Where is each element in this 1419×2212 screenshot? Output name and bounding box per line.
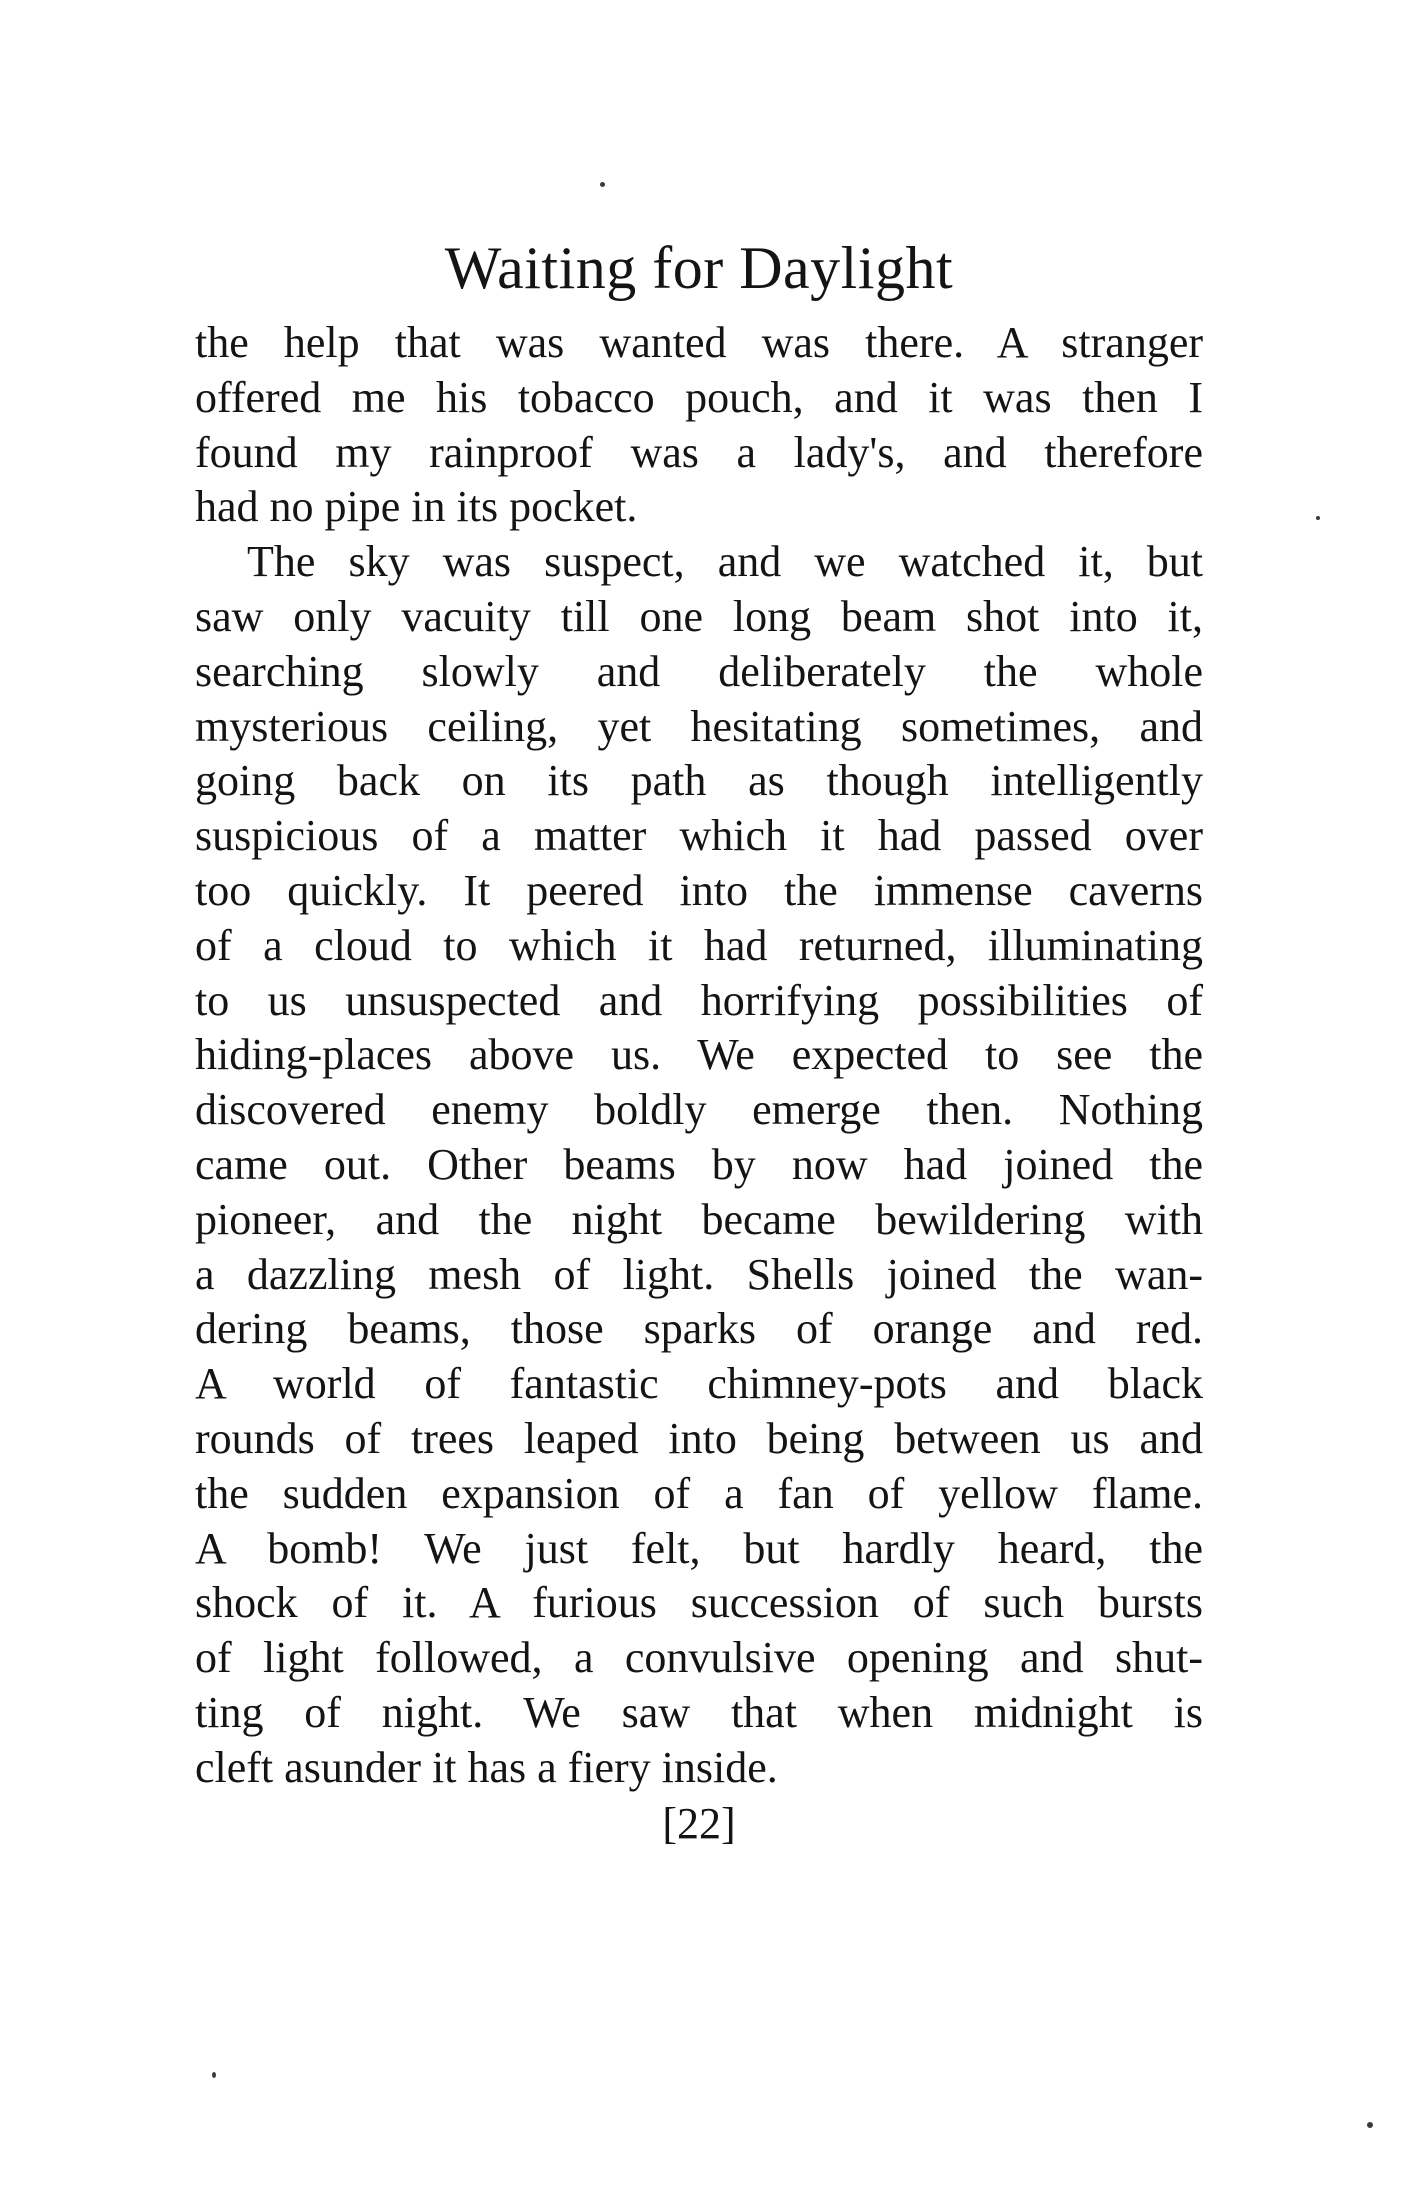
text-line: hiding-places above us. We expected to see the	[195, 1030, 1203, 1080]
ink-speck	[1316, 516, 1320, 520]
ink-speck	[1367, 2122, 1373, 2128]
page-number: [22]	[662, 1799, 736, 1848]
text-line: saw only vacuity till one long beam shot into it,	[195, 591, 1203, 641]
text-line: rounds of trees leaped into being between us and	[195, 1413, 1203, 1463]
text-line: ting of night. We saw that when midnight is	[195, 1687, 1203, 1737]
text-line: pioneer, and the night became bewildering with	[195, 1194, 1203, 1244]
body-text	[195, 316, 1203, 1796]
text-line: of light followed, a convulsive opening and shut-	[195, 1633, 1203, 1683]
text-line: A world of fantastic chimney-pots and black	[195, 1359, 1203, 1409]
text-line: cleft asunder it has a fiery inside.	[195, 1742, 778, 1792]
text-line: A bomb! We just felt, but hardly heard, the	[195, 1523, 1203, 1573]
text-line: going back on its path as though intelligently	[195, 756, 1203, 806]
running-head-title: Waiting for Daylight	[444, 235, 954, 301]
text-line: mysterious ceiling, yet hesitating sometimes, and	[195, 701, 1203, 751]
text-line: offered me his tobacco pouch, and it was then I	[195, 372, 1203, 422]
text-line: the help that was wanted was there. A stranger	[195, 318, 1203, 367]
text-line: discovered enemy boldly emerge then. Nothing	[195, 1085, 1203, 1135]
text-line: found my rainproof was a lady's, and therefore	[195, 427, 1203, 477]
text-line: The sky was suspect, and we watched it, but	[247, 537, 1203, 587]
text-line: of a cloud to which it had returned, illuminating	[195, 920, 1203, 970]
text-line: a dazzling mesh of light. Shells joined the wan-	[195, 1249, 1203, 1299]
text-line: searching slowly and deliberately the whole	[195, 646, 1203, 696]
ink-speck	[212, 2072, 216, 2078]
text-line: the sudden expansion of a fan of yellow flame.	[195, 1468, 1203, 1518]
text-line: suspicious of a matter which it had passed over	[195, 811, 1203, 861]
text-line: shock of it. A furious succession of such bursts	[195, 1578, 1203, 1628]
text-line: to us unsuspected and horrifying possibilities of	[195, 975, 1203, 1025]
text-line: had no pipe in its pocket.	[195, 482, 638, 532]
text-line: too quickly. It peered into the immense caverns	[195, 865, 1203, 915]
ink-speck	[600, 182, 605, 187]
text-line: came out. Other beams by now had joined the	[195, 1139, 1203, 1189]
text-line: dering beams, those sparks of orange and red.	[195, 1304, 1203, 1354]
